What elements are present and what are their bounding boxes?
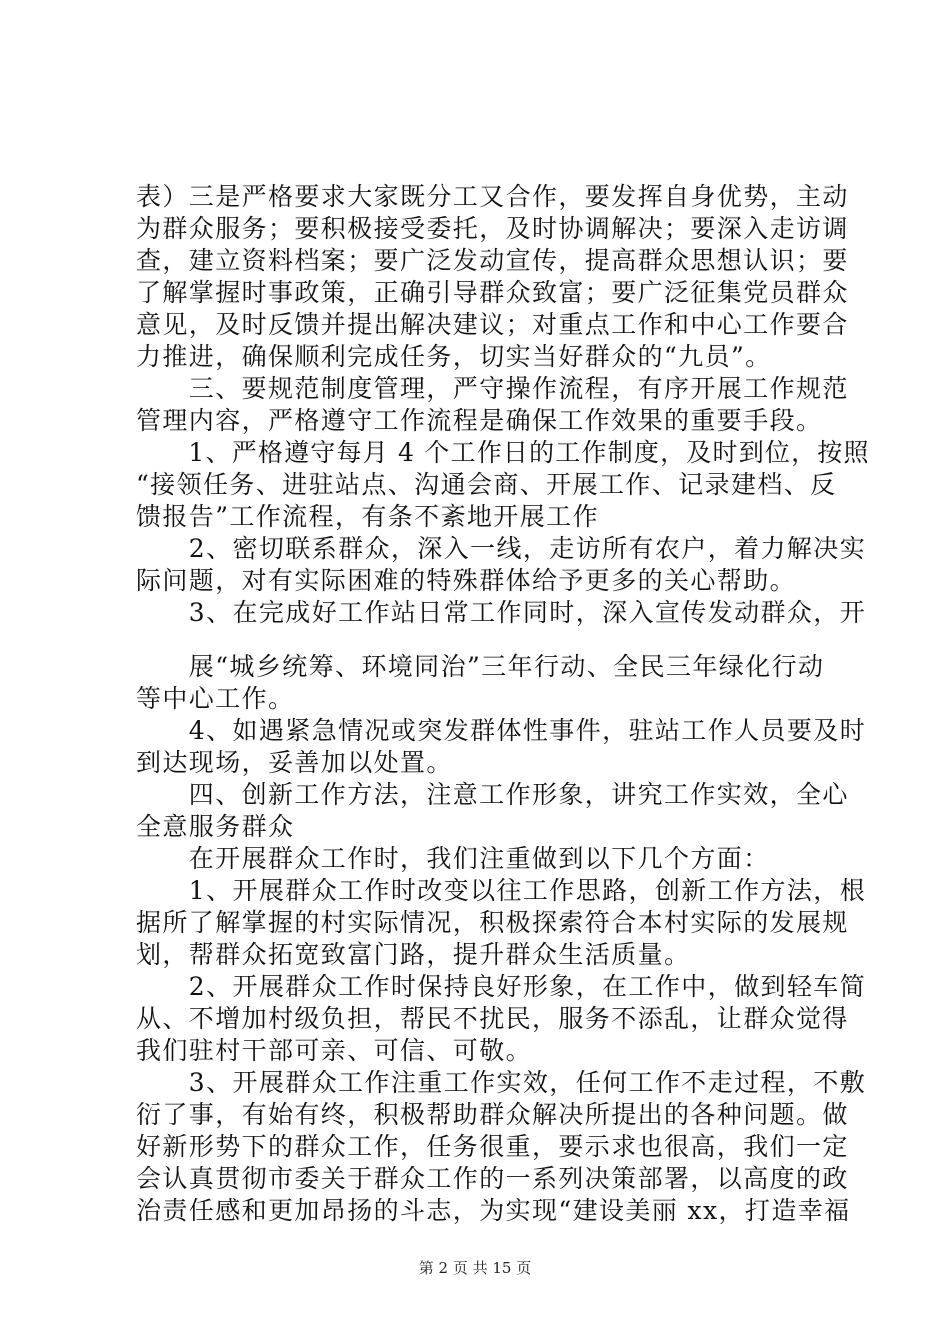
text-line: 好新形势下的群众工作，任务很重，要示求也很高，我们一定 — [136, 1132, 849, 1161]
list-item-line: 1、严格遵守每月 4 个工作日的工作制度，及时到位，按照 — [136, 438, 870, 467]
list-item-line: 3、在完成好工作站日常工作同时，深入宣传发动群众，开 — [136, 598, 867, 627]
text-line: 馈报告”工作流程，有条不紊地开展工作 — [136, 502, 599, 531]
page-number-footer: 第 2 页 共 15 页 — [418, 1259, 532, 1277]
text-line: 展“城乡统筹、环境同治”三年行动、全民三年绿化行动 — [136, 652, 825, 681]
text-line: “接领任务、进驻站点、沟通会商、开展工作、记录建档、反 — [136, 470, 837, 499]
section-heading-line: 四、创新工作方法，注意工作形象，讲究工作实效，全心 — [136, 780, 849, 809]
text-line: 全意服务群众 — [136, 812, 295, 841]
list-item-line: 2、开展群众工作时保持良好形象，在工作中，做到轻车简 — [136, 972, 867, 1001]
text-line: 从、不增加村级负担，帮民不扰民，服务不添乱，让群众觉得 — [136, 1004, 849, 1033]
text-line: 我们驻村干部可亲、可信、可敬。 — [136, 1036, 533, 1065]
text-line: 力推进，确保顺利完成任务，切实当好群众的“九员”。 — [136, 342, 772, 371]
text-line: 管理内容，严格遵守工作流程是确保工作效果的重要手段。 — [136, 406, 823, 435]
text-line: 际问题，对有实际困难的特殊群体给予更多的关心帮助。 — [136, 566, 797, 595]
list-item-line: 4、如遇紧急情况或突发群体性事件，驻站工作人员要及时 — [136, 716, 867, 745]
section-heading-line: 三、要规范制度管理，严守操作流程，有序开展工作规范 — [136, 374, 849, 403]
text-line: 表）三是严格要求大家既分工又合作，要发挥自身优势，主动 — [136, 182, 849, 211]
text-line: 到达现场，妥善加以处置。 — [136, 748, 453, 777]
list-item-line: 1、开展群众工作时改变以往工作思路，创新工作方法，根 — [136, 876, 867, 905]
text-line: 据所了解掌握的村实际情况，积极探索符合本村实际的发展规 — [136, 908, 849, 937]
text-line: 等中心工作。 — [136, 684, 295, 713]
text-line: 意见，及时反馈并提出解决建议；对重点工作和中心工作要合 — [136, 310, 849, 339]
text-line: 在开展群众工作时，我们注重做到以下几个方面： — [136, 844, 770, 873]
text-line: 了解掌握时事政策，正确引导群众致富；要广泛征集党员群众 — [136, 278, 849, 307]
list-item-line: 3、开展群众工作注重工作实效，任何工作不走过程，不敷 — [136, 1068, 867, 1097]
text-line: 治责任感和更加昂扬的斗志，为实现“建设美丽 xx，打造幸福 — [136, 1196, 851, 1225]
list-item-line: 2、密切联系群众，深入一线，走访所有农户，着力解决实 — [136, 534, 867, 563]
text-line: 衍了事，有始有终，积极帮助群众解决所提出的各种问题。做 — [136, 1100, 849, 1129]
text-line: 为群众服务；要积极接受委托，及时协调解决；要深入走访调 — [136, 214, 849, 243]
text-line: 划，帮群众拓宽致富门路，提升群众生活质量。 — [136, 940, 691, 969]
text-line: 会认真贯彻市委关于群众工作的一系列决策部署，以高度的政 — [136, 1164, 849, 1193]
text-line: 查，建立资料档案；要广泛发动宣传，提高群众思想认识；要 — [136, 246, 849, 275]
